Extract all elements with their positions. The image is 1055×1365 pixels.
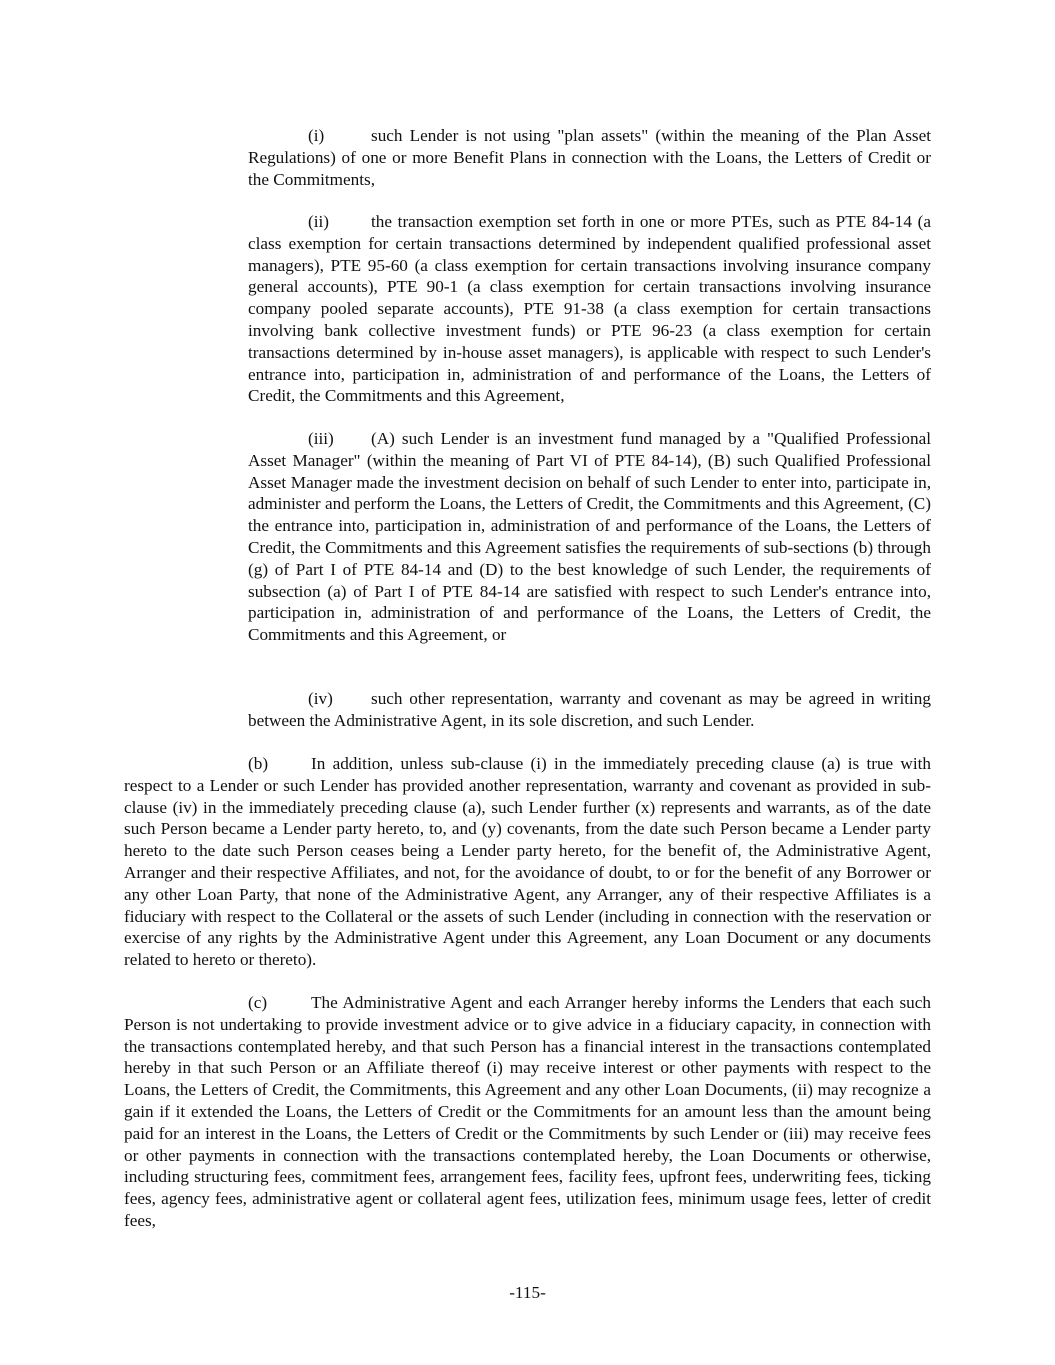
- clause-iii-text: (A) such Lender is an investment fund managed by a "Qualified Professional Asset Manager" (within the meaning of Part VI of PTE 84-14), (B) such Qualified Professional Asset Manager made the investment decision on behalf of such Lender to enter into, participate in, administer and perform the Loans, the Letters of Credit, the Commitments and this Agreement, (C) the entrance into, participation in, administration of and performance of the Loans, the Letters of Credit, the Commitments and this Agreement satisfies the requirements of sub-sections (b) through (g) of Part I of PTE 84-14 and (D) to the best knowledge of such Lender, the requirements of subsection (a) of Part I of PTE 84-14 are satisfied with respect to such Lender's entrance into, participation in, administration of and performance of the Loans, the Letters of Credit, the Commitments and this Agreement, or: [248, 429, 931, 645]
- clause-ii-text: the transaction exemption set forth in one or more PTEs, such as PTE 84-14 (a class exemption for certain transactions determined by independent qualified professional asset managers), PTE 95-60 (a class exemption for certain transactions involving insurance company general accounts), PTE 90-1 (a class exemption for certain transactions involving insurance company pooled separate accounts), PTE 91-38 (a class exemption for certain transactions involving bank collective investment funds) or PTE 96-23 (a class exemption for certain transactions determined by in-house asset managers), is applicable with respect to such Lender's entrance into, participation in, administration of and performance of the Loans, the Letters of Credit, the Commitments and this Agreement,: [248, 212, 931, 406]
- clause-ii-label: (ii): [308, 212, 329, 231]
- section-b-text: In addition, unless sub-clause (i) in the immediately preceding clause (a) is true with respect to a Lender or such Lender has provided another representation, warranty and covenant as provided in sub-clause (iv) in the immediately preceding clause (a), such Lender further (x) represents and warrants, as of the date such Person became a Lender party hereto, to, and (y) covenants, from the date such Person became a Lender party hereto to the date such Person ceases being a Lender party hereto, for the benefit of, the Administrative Agent, Arranger and their respective Affiliates, and not, for the avoidance of doubt, to or for the benefit of any Borrower or any other Loan Party, that none of the Administrative Agent, any Arranger, any of their respective Affiliates is a fiduciary with respect to the Collateral or the assets of such Lender (including in connection with the reservation or exercise of any rights by the Administrative Agent under this Agreement, any Loan Document or any documents related to hereto or thereto).: [124, 754, 931, 970]
- clause-iii-label: (iii): [308, 429, 334, 448]
- clause-iv-text: such other representation, warranty and covenant as may be agreed in writing between the Administrative Agent, in its sole discretion, and such Lender.: [248, 689, 931, 730]
- clause-iv-label: (iv): [308, 689, 333, 708]
- section-b-paragraph: [124, 753, 931, 971]
- clause-i-paragraph: [248, 125, 931, 190]
- section-c-label: (c): [248, 993, 268, 1012]
- clause-i-label: (i): [308, 126, 325, 145]
- clause-i-text: such Lender is not using "plan assets" (within the meaning of the Plan Asset Regulations) of one or more Benefit Plans in connection with the Loans, the Letters of Credit or the Commitments,: [248, 126, 931, 189]
- page-number: -115-: [509, 1283, 546, 1302]
- section-b-label: (b): [248, 754, 269, 773]
- clause-ii-paragraph: [248, 211, 931, 407]
- section-c-paragraph: [124, 992, 931, 1232]
- section-c-text: The Administrative Agent and each Arranger hereby informs the Lenders that each such Person is not undertaking to provide investment advice or to give advice in a fiduciary capacity, in connection with the transactions contemplated hereby, and that such Person has a financial interest in the transactions contemplated hereby in that such Person or an Affiliate thereof (i) may receive interest or other payments with respect to the Loans, the Letters of Credit, the Commitments, this Agreement and any other Loan Documents, (ii) may recognize a gain if it extended the Loans, the Letters of Credit or the Commitments for an amount less than the amount being paid for an interest in the Loans, the Letters of Credit or the Commitments by such Lender or (iii) may receive fees or other payments in connection with the transactions contemplated hereby, the Loan Documents or otherwise, including structuring fees, commitment fees, arrangement fees, facility fees, upfront fees, underwriting fees, ticking fees, agency fees, administrative agent or collateral agent fees, utilization fees, minimum usage fees, letter of credit fees,: [124, 993, 931, 1230]
- clause-iii-paragraph: [248, 428, 931, 646]
- clause-iv-paragraph: [248, 688, 931, 732]
